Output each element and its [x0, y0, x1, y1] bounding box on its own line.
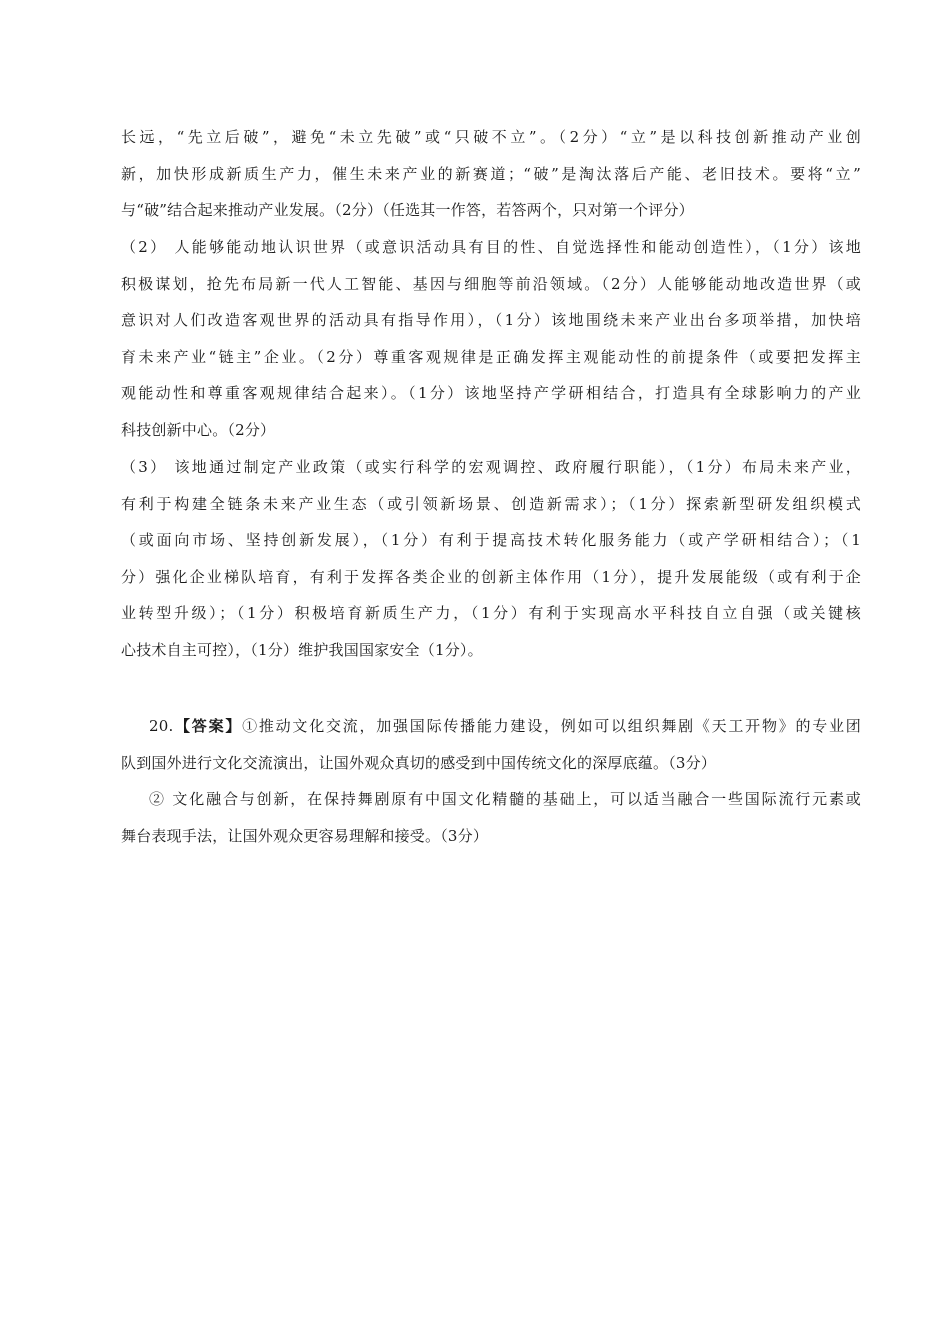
text-line: （3） 该地通过制定产业政策（或实行科学的宏观调控、政府履行职能），（1分）布局未来产业， — [121, 458, 861, 476]
text-line: 积极谋划，抢先布局新一代人工智能、基因与细胞等前沿领域。（2分）人能够能动地改造世界（或 — [121, 274, 861, 293]
text-line: 分）强化企业梯队培育，有利于发挥各类企业的创新主体作用（1分），提升发展能级（或有利于企 — [121, 567, 861, 586]
text-line: 舞台表现手法，让国外观众更容易理解和接受。（3分） — [121, 826, 489, 845]
text-line: 与“破”结合起来推动产业发展。（2分）（任选其一作答，若答两个，只对第一个评分） — [121, 201, 694, 219]
answer-part-2 — [121, 229, 861, 448]
question-number: 20. — [149, 717, 174, 735]
text-line: （2） 人能够能动地认识世界（或意识活动具有目的性、自觉选择性和能动创造性），（1分）该地 — [121, 238, 861, 256]
question-20-first-line — [121, 708, 861, 745]
text-line: 长远，“先立后破”，避免“未立先破”或“只破不立”。（2分）“立”是以科技创新推动产业创 — [121, 128, 861, 146]
text-line: ② 文化融合与创新，在保持舞剧原有中国文化精髓的基础上，可以适当融合一些国际流行元素或 — [149, 790, 861, 808]
text-line: 有利于构建全链条未来产业生态（或引领新场景、创造新需求）；（1分）探索新型研发组织模式 — [121, 494, 861, 513]
text-line: 新，加快形成新质生产力，催生未来产业的新赛道；“破”是淘汰落后产能、老旧技术。要将“立” — [121, 164, 861, 183]
text-line: 科技创新中心。（2分） — [121, 420, 276, 439]
answer-part-3 — [121, 449, 861, 668]
answer-tag: 【答案】 — [173, 717, 243, 735]
text-line: ①推动文化交流，加强国际传播能力建设，例如可以组织舞剧《天工开物》的专业团 — [242, 717, 861, 735]
text-line: 业转型升级）；（1分）积极培育新质生产力，（1分）有利于实现高水平科技自立自强（或关键核 — [121, 604, 861, 622]
question-20-answer — [121, 708, 861, 854]
text-line: （或面向市场、坚持创新发展），（1分）有利于提高技术转化服务能力（或产学研相结合）；（1 — [121, 531, 861, 549]
text-line: 育未来产业“链主”企业。（2分）尊重客观规律是正确发挥主观能动性的前提条件（或要把发挥主 — [121, 347, 861, 366]
text-line: 意识对人们改造客观世界的活动具有指导作用），（1分）该地围绕未来产业出台多项举措，加快培 — [121, 311, 861, 329]
text-line: 观能动性和尊重客观规律结合起来）。（1分）该地坚持产学研相结合，打造具有全球影响力的产业 — [121, 384, 861, 402]
text-line: 心技术自主可控），（1分）维护我国国家安全（1分）。 — [121, 640, 483, 659]
text-line: 队到国外进行文化交流演出，让国外观众真切的感受到中国传统文化的深厚底蕴。（3分） — [121, 753, 717, 772]
answer-part-1-continuation — [121, 119, 861, 229]
